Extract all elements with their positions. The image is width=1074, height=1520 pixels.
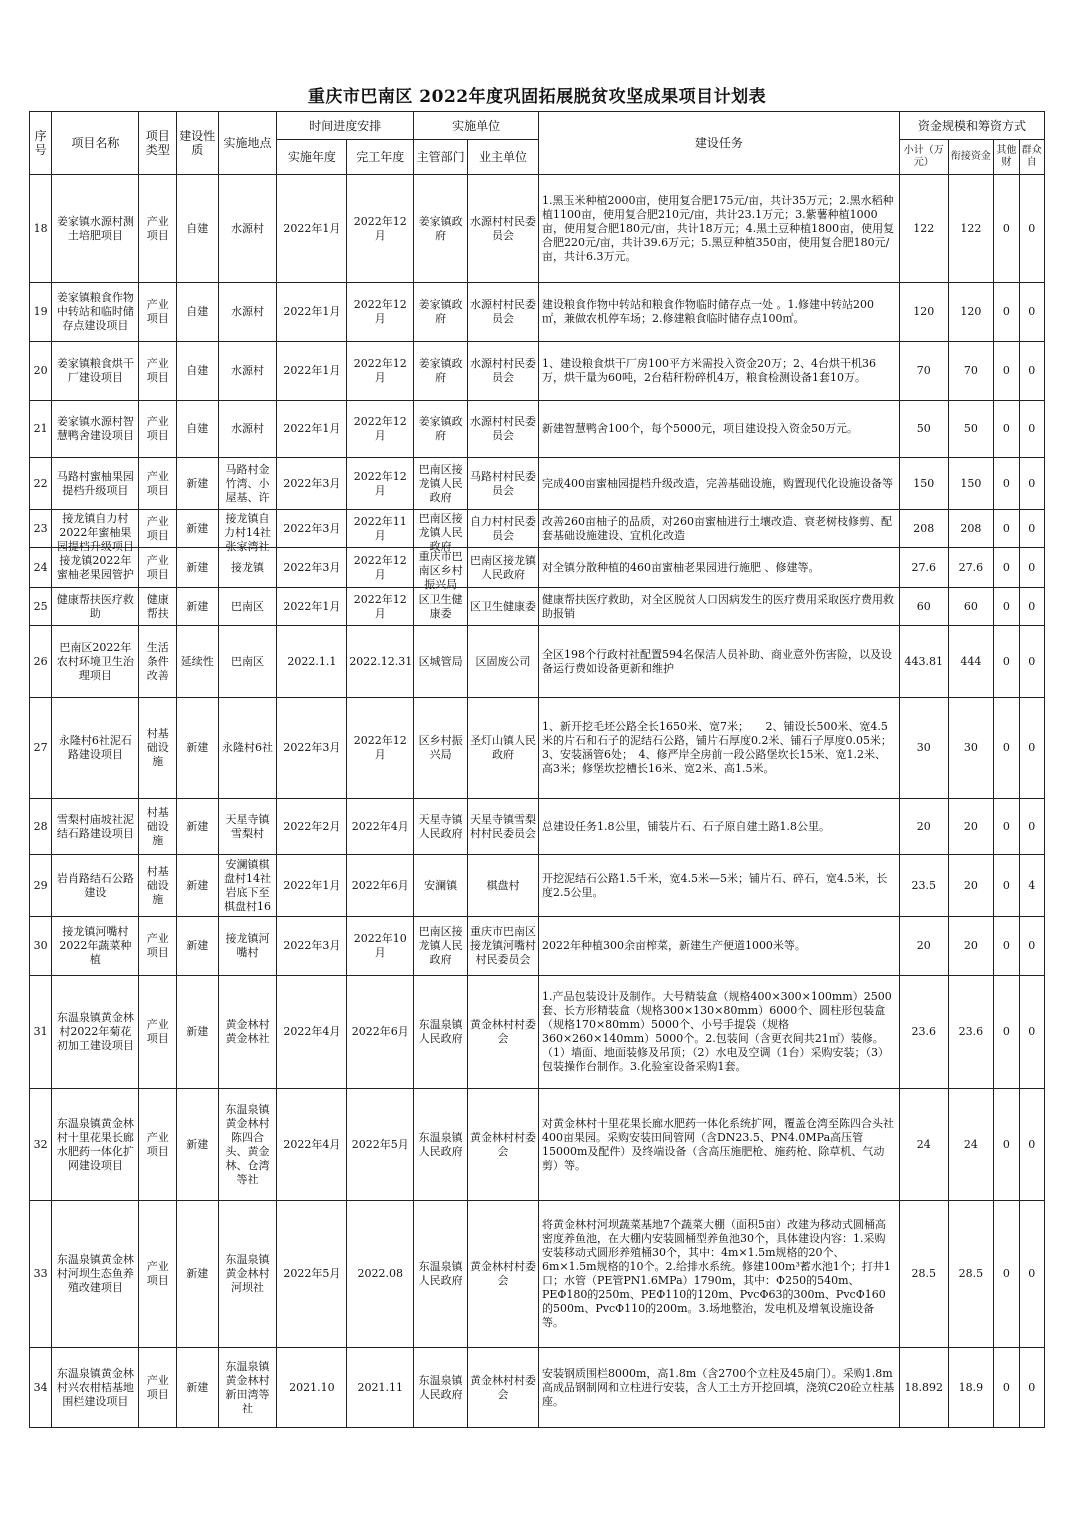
cell-owner: 水源村村民委员会 — [467, 283, 538, 342]
cell-owner: 自力村村民委员会 — [467, 510, 538, 548]
cell-mass: 0 — [1019, 917, 1044, 976]
cell-task: 1.黑玉米种植2000亩，使用复合肥175元/亩，共计35万元；2.黑水稻种植1100亩，使用复合肥210元/亩，共计23.1万元；3.紫薯种植1000亩，使用复合肥180元/亩，共计18万元；4.黑土豆种植1800亩，使用复合肥220元/亩，共计39.6万元；5.黑豆种植350亩，使用复合肥180元/亩，共计6.3万元。 — [538, 175, 899, 283]
cell-other: 0 — [994, 458, 1019, 510]
cell-name: 雪梨村庙坡社泥结石路建设项目 — [52, 799, 139, 855]
cell-mass: 0 — [1019, 626, 1044, 698]
cell-mass: 0 — [1019, 548, 1044, 588]
cell-nature: 新建 — [177, 976, 219, 1089]
cell-link: 120 — [948, 283, 994, 342]
cell-nature: 自建 — [177, 401, 219, 458]
cell-start: 2022年1月 — [277, 283, 347, 342]
cell-owner: 圣灯山镇人民政府 — [467, 698, 538, 799]
cell-dept: 姜家镇政府 — [414, 175, 468, 283]
cell-subtotal: 18.892 — [899, 1348, 948, 1428]
cell-type: 产业项目 — [139, 342, 177, 401]
cell-type: 产业项目 — [139, 1348, 177, 1428]
cell-mass: 0 — [1019, 799, 1044, 855]
cell-seq: 30 — [30, 917, 52, 976]
cell-mass: 0 — [1019, 588, 1044, 626]
cell-task: 1、新开挖毛坯公路全长1650米、宽7米； 2、铺设长500米、宽4.5米的片石和石子的泥结石公路，铺片石厚度0.2米、铺石子厚度0.05米； 3、安装涵管6处； 4、修严岸全房前一段公路堡坎长15米、宽1.2米、高3米；修堡坎挖槽长16米、宽2米、高1.5米。 — [538, 698, 899, 799]
cell-subtotal: 20 — [899, 799, 948, 855]
cell-mass: 0 — [1019, 698, 1044, 799]
header-name: 项目名称 — [52, 112, 139, 175]
cell-start: 2022年1月 — [277, 401, 347, 458]
header-start: 实施年度 — [277, 140, 347, 175]
table-row — [30, 175, 1045, 283]
table-row — [30, 698, 1045, 799]
cell-type: 产业项目 — [139, 1089, 177, 1201]
header-task: 建设任务 — [538, 112, 899, 175]
cell-task: 健康帮扶医疗救助，对全区脱贫人口因病发生的医疗费用采取医疗费用救助报销 — [538, 588, 899, 626]
cell-location: 水源村 — [218, 401, 277, 458]
table-row — [30, 917, 1045, 976]
cell-location: 巴南区 — [218, 588, 277, 626]
cell-task: 建设粮食作物中转站和粮食作物临时储存点一处 。1.修建中转站200㎡，兼做农机停车场；2.修建粮食临时储存点100㎡。 — [538, 283, 899, 342]
cell-subtotal: 122 — [899, 175, 948, 283]
cell-subtotal: 23.6 — [899, 976, 948, 1089]
cell-type: 产业项目 — [139, 917, 177, 976]
cell-name: 姜家镇水源村测土培肥项目 — [52, 175, 139, 283]
cell-link: 150 — [948, 458, 994, 510]
cell-other: 0 — [994, 698, 1019, 799]
cell-location: 水源村 — [218, 283, 277, 342]
cell-location: 水源村 — [218, 175, 277, 283]
cell-seq: 31 — [30, 976, 52, 1089]
cell-start: 2022年4月 — [277, 976, 347, 1089]
cell-start: 2022年5月 — [277, 1201, 347, 1348]
table-row — [30, 1201, 1045, 1348]
cell-task: 1、建设粮食烘干厂房100平方米需投入资金20万；2、4台烘干机36万，烘干量为60吨，2台秸秆粉碎机4万，粮食检测设备1套10万。 — [538, 342, 899, 401]
cell-location: 天星寺镇雪梨村 — [218, 799, 277, 855]
header-schedule: 时间进度安排 — [277, 112, 414, 140]
cell-end: 2022.08 — [347, 1201, 414, 1348]
cell-nature: 新建 — [177, 1348, 219, 1428]
cell-other: 0 — [994, 626, 1019, 698]
cell-nature: 新建 — [177, 510, 219, 548]
cell-owner: 水源村村民委员会 — [467, 401, 538, 458]
cell-owner: 天星寺镇雪梨村村民委员会 — [467, 799, 538, 855]
cell-mass: 0 — [1019, 175, 1044, 283]
cell-name: 东温泉镇黄金林村十里花果长廊水肥药一体化扩网建设项目 — [52, 1089, 139, 1201]
header-funds: 资金规模和筹资方式 — [899, 112, 1044, 140]
cell-task: 安装钢质围栏8000m，高1.8m（含2700个立柱及45扇门）。采购1.8m高成品钢制网和立柱进行安装，含人工土方开挖回填，浇筑C20砼立柱基座。 — [538, 1348, 899, 1428]
cell-dept: 东温泉镇人民政府 — [414, 976, 468, 1089]
cell-owner: 黄金林村村委会 — [467, 1089, 538, 1201]
cell-end: 2022年12月 — [347, 401, 414, 458]
header-mass: 群众自 — [1019, 140, 1044, 175]
cell-mass: 0 — [1019, 342, 1044, 401]
cell-owner: 黄金林村村委会 — [467, 1348, 538, 1428]
cell-type: 产业项目 — [139, 175, 177, 283]
cell-dept: 巴南区接龙镇人民政府 — [414, 458, 468, 510]
cell-dept: 巴南区接龙镇人民政府 — [414, 917, 468, 976]
cell-subtotal: 28.5 — [899, 1201, 948, 1348]
cell-type: 村基础设施 — [139, 698, 177, 799]
cell-location: 东温泉镇黄金林村新田湾等社 — [218, 1348, 277, 1428]
cell-mass: 0 — [1019, 976, 1044, 1089]
table-row — [30, 799, 1045, 855]
table-row — [30, 548, 1045, 588]
cell-dept: 姜家镇政府 — [414, 283, 468, 342]
cell-seq: 19 — [30, 283, 52, 342]
cell-owner: 棋盘村 — [467, 855, 538, 917]
cell-start: 2022年4月 — [277, 1089, 347, 1201]
cell-owner: 区卫生健康委 — [467, 588, 538, 626]
cell-start: 2022年2月 — [277, 799, 347, 855]
cell-end: 2022年4月 — [347, 799, 414, 855]
cell-seq: 26 — [30, 626, 52, 698]
header-owner: 业主单位 — [467, 140, 538, 175]
cell-location: 马路村金竹湾、小屋基、许 — [218, 458, 277, 510]
cell-seq: 18 — [30, 175, 52, 283]
header-subtotal: 小计（万元） — [899, 140, 948, 175]
cell-dept: 重庆市巴南区乡村振兴局 — [414, 548, 468, 588]
cell-name: 接龙镇2022年蜜柚老果园管护 — [52, 548, 139, 588]
cell-task: 对全镇分散种植的460亩蜜柚老果园进行施肥 、修建等。 — [538, 548, 899, 588]
cell-link: 50 — [948, 401, 994, 458]
header-dept: 主管部门 — [414, 140, 468, 175]
cell-nature: 自建 — [177, 342, 219, 401]
cell-start: 2022年3月 — [277, 510, 347, 548]
cell-start: 2022年1月 — [277, 855, 347, 917]
cell-dept: 东温泉镇人民政府 — [414, 1201, 468, 1348]
cell-end: 2022年12月 — [347, 588, 414, 626]
cell-subtotal: 60 — [899, 588, 948, 626]
cell-task: 新建智慧鸭舍100个，每个5000元，项目建设投入资金50万元。 — [538, 401, 899, 458]
cell-name: 东温泉镇黄金林村兴农柑桔基地围栏建设项目 — [52, 1348, 139, 1428]
table-row — [30, 855, 1045, 917]
header-unit: 实施单位 — [414, 112, 539, 140]
cell-end: 2022年12月 — [347, 283, 414, 342]
cell-type: 健康帮扶 — [139, 588, 177, 626]
cell-location: 接龙镇自力村14社张家湾社 — [218, 510, 277, 548]
cell-name: 巴南区2022年农村环境卫生治理项目 — [52, 626, 139, 698]
cell-link: 23.6 — [948, 976, 994, 1089]
cell-location: 东温泉镇黄金林村陈四合头、黄金林、仓湾等社 — [218, 1089, 277, 1201]
cell-link: 122 — [948, 175, 994, 283]
header-location: 实施地点 — [218, 112, 277, 175]
cell-end: 2022年12月 — [347, 548, 414, 588]
header-link: 衔接资金 — [948, 140, 994, 175]
cell-seq: 23 — [30, 510, 52, 548]
cell-owner: 马路村村民委员会 — [467, 458, 538, 510]
cell-subtotal: 23.5 — [899, 855, 948, 917]
project-plan-table — [29, 111, 1045, 1428]
cell-name: 姜家镇粮食作物中转站和临时储存点建设项目 — [52, 283, 139, 342]
header-seq: 序号 — [30, 112, 52, 175]
cell-type: 产业项目 — [139, 548, 177, 588]
cell-seq: 32 — [30, 1089, 52, 1201]
cell-name: 姜家镇水源村智慧鸭舍建设项目 — [52, 401, 139, 458]
cell-task: 改善260亩柚子的品质，对260亩蜜柚进行土壤改造、衰老树枝修剪、配套基础设施建设、宜机化改造 — [538, 510, 899, 548]
cell-name: 接龙镇河嘴村2022年蔬菜种植 — [52, 917, 139, 976]
cell-other: 0 — [994, 588, 1019, 626]
table-row — [30, 401, 1045, 458]
cell-dept: 东温泉镇人民政府 — [414, 1348, 468, 1428]
cell-start: 2022年3月 — [277, 917, 347, 976]
cell-mass: 0 — [1019, 283, 1044, 342]
cell-location: 安澜镇棋盘村14社岩底下至棋盘村16 — [218, 855, 277, 917]
cell-location: 巴南区 — [218, 626, 277, 698]
cell-end: 2022.12.31 — [347, 626, 414, 698]
cell-task: 将黄金林村河坝蔬菜基地7个蔬菜大棚（面积5亩）改建为移动式圆桶高密度养鱼池，在大棚内安装圆桶型养鱼池30个，具体建设内容：1.采购安装移动式圆形养殖桶30个，其中：4m×1.5m规格的20个、6m×1.5m规格的10个。2.给排水系统。修建100m³蓄水池1个；打井1口；水管（PE管PN1.6MPa）1790m，其中：Φ250的540m、PEΦ180的250m、PEΦ110的120m、PvcΦ63的300m、PvcΦ160的500m、PvcΦ110的200m。3.场地整治，发电机及增氧设施设备等。 — [538, 1201, 899, 1348]
cell-location: 接龙镇河嘴村 — [218, 917, 277, 976]
cell-other: 0 — [994, 917, 1019, 976]
cell-type: 产业项目 — [139, 401, 177, 458]
cell-other: 0 — [994, 976, 1019, 1089]
cell-other: 0 — [994, 510, 1019, 548]
cell-end: 2022年12月 — [347, 698, 414, 799]
cell-start: 2022.1.1 — [277, 626, 347, 698]
cell-type: 产业项目 — [139, 976, 177, 1089]
cell-start: 2022年1月 — [277, 588, 347, 626]
header-other: 其他财 — [994, 140, 1019, 175]
cell-dept: 姜家镇政府 — [414, 401, 468, 458]
cell-type: 村基础设施 — [139, 855, 177, 917]
cell-nature: 新建 — [177, 698, 219, 799]
cell-other: 0 — [994, 855, 1019, 917]
cell-seq: 21 — [30, 401, 52, 458]
cell-other: 0 — [994, 1201, 1019, 1348]
cell-name: 健康帮扶医疗救助 — [52, 588, 139, 626]
cell-dept: 区卫生健康委 — [414, 588, 468, 626]
cell-nature: 新建 — [177, 799, 219, 855]
cell-name: 姜家镇粮食烘干厂建设项目 — [52, 342, 139, 401]
cell-nature: 延续性 — [177, 626, 219, 698]
cell-location: 永隆村6社 — [218, 698, 277, 799]
cell-seq: 27 — [30, 698, 52, 799]
table-row — [30, 342, 1045, 401]
header-end: 完工年度 — [347, 140, 414, 175]
cell-type: 村基础设施 — [139, 799, 177, 855]
cell-link: 70 — [948, 342, 994, 401]
cell-owner: 黄金林村村委会 — [467, 1201, 538, 1348]
cell-start: 2021.10 — [277, 1348, 347, 1428]
table-row — [30, 588, 1045, 626]
cell-name: 岩肖路结石公路建设 — [52, 855, 139, 917]
cell-other: 0 — [994, 342, 1019, 401]
cell-type: 产业项目 — [139, 1201, 177, 1348]
table-row — [30, 283, 1045, 342]
cell-mass: 0 — [1019, 1348, 1044, 1428]
cell-subtotal: 30 — [899, 698, 948, 799]
table-row — [30, 458, 1045, 510]
cell-end: 2022年10月 — [347, 917, 414, 976]
cell-type: 产业项目 — [139, 510, 177, 548]
cell-mass: 4 — [1019, 855, 1044, 917]
cell-location: 东温泉镇黄金林村河坝社 — [218, 1201, 277, 1348]
table-row — [30, 510, 1045, 548]
cell-link: 30 — [948, 698, 994, 799]
cell-type: 生活条件改善 — [139, 626, 177, 698]
cell-mass: 0 — [1019, 458, 1044, 510]
cell-other: 0 — [994, 1089, 1019, 1201]
cell-link: 208 — [948, 510, 994, 548]
cell-owner: 水源村村民委员会 — [467, 175, 538, 283]
cell-type: 产业项目 — [139, 283, 177, 342]
cell-end: 2022年12月 — [347, 342, 414, 401]
cell-name: 东温泉镇黄金林村河坝生态鱼养殖改建项目 — [52, 1201, 139, 1348]
cell-link: 20 — [948, 799, 994, 855]
cell-owner: 区固废公司 — [467, 626, 538, 698]
cell-task: 1.产品包装设计及制作。大号精装盒（规格400×300×100mm）2500套、长方形精装盒（规格300×130×80mm）6000个、圆柱形包装盒（规格170×80mm）5000个、小号手提袋（规格360×260×140mm）5000个。2.包装间（含更衣间共21㎡）装修。（1）墙面、地面装修及吊顶；（2）水电及空调（1台）采购安装；（3）包装操作台制作。3.化验室设备采购1套。 — [538, 976, 899, 1089]
cell-dept: 姜家镇政府 — [414, 342, 468, 401]
cell-seq: 28 — [30, 799, 52, 855]
cell-nature: 新建 — [177, 458, 219, 510]
table-row — [30, 1348, 1045, 1428]
cell-subtotal: 27.6 — [899, 548, 948, 588]
cell-dept: 区城管局 — [414, 626, 468, 698]
cell-seq: 20 — [30, 342, 52, 401]
cell-mass: 0 — [1019, 1201, 1044, 1348]
cell-link: 20 — [948, 917, 994, 976]
cell-seq: 33 — [30, 1201, 52, 1348]
cell-link: 444 — [948, 626, 994, 698]
table-row — [30, 976, 1045, 1089]
cell-link: 20 — [948, 855, 994, 917]
cell-mass: 0 — [1019, 1089, 1044, 1201]
header-type: 项目类型 — [139, 112, 177, 175]
cell-task: 完成400亩蜜柚园提档升级改造，完善基础设施，购置现代化设施设备等 — [538, 458, 899, 510]
cell-nature: 新建 — [177, 1089, 219, 1201]
cell-other: 0 — [994, 799, 1019, 855]
cell-subtotal: 208 — [899, 510, 948, 548]
cell-nature: 新建 — [177, 855, 219, 917]
cell-other: 0 — [994, 283, 1019, 342]
cell-dept: 安澜镇 — [414, 855, 468, 917]
cell-link: 27.6 — [948, 548, 994, 588]
cell-other: 0 — [994, 1348, 1019, 1428]
cell-seq: 34 — [30, 1348, 52, 1428]
cell-dept: 巴南区接龙镇人民政府 — [414, 510, 468, 548]
cell-task: 2022年种植300余亩榨菜，新建生产便道1000米等。 — [538, 917, 899, 976]
cell-seq: 24 — [30, 548, 52, 588]
table-row — [30, 1089, 1045, 1201]
cell-subtotal: 24 — [899, 1089, 948, 1201]
cell-nature: 新建 — [177, 588, 219, 626]
cell-name: 接龙镇自力村2022年蜜柚果园提档升级项目 — [52, 510, 139, 548]
cell-link: 28.5 — [948, 1201, 994, 1348]
cell-other: 0 — [994, 548, 1019, 588]
page-title: 重庆市巴南区 2022年度巩固拓展脱贫攻坚成果项目计划表 — [307, 87, 767, 107]
cell-subtotal: 70 — [899, 342, 948, 401]
cell-nature: 自建 — [177, 175, 219, 283]
cell-other: 0 — [994, 175, 1019, 283]
cell-seq: 25 — [30, 588, 52, 626]
cell-dept: 天星寺镇人民政府 — [414, 799, 468, 855]
cell-link: 18.9 — [948, 1348, 994, 1428]
cell-subtotal: 50 — [899, 401, 948, 458]
cell-end: 2021.11 — [347, 1348, 414, 1428]
cell-name: 永隆村6社泥石路建设项目 — [52, 698, 139, 799]
cell-nature: 新建 — [177, 917, 219, 976]
cell-start: 2022年1月 — [277, 342, 347, 401]
cell-seq: 29 — [30, 855, 52, 917]
cell-owner: 重庆市巴南区接龙镇河嘴村村民委员会 — [467, 917, 538, 976]
cell-nature: 自建 — [177, 283, 219, 342]
cell-subtotal: 443.81 — [899, 626, 948, 698]
cell-link: 60 — [948, 588, 994, 626]
cell-name: 东温泉镇黄金林村2022年菊花初加工建设项目 — [52, 976, 139, 1089]
cell-subtotal: 20 — [899, 917, 948, 976]
table-body — [30, 175, 1045, 1428]
cell-type: 产业项目 — [139, 458, 177, 510]
cell-end: 2022年12月 — [347, 175, 414, 283]
cell-end: 2022年5月 — [347, 1089, 414, 1201]
cell-location: 接龙镇 — [218, 548, 277, 588]
cell-owner: 黄金林村村委会 — [467, 976, 538, 1089]
cell-task: 对黄金林村十里花果长廊水肥药一体化系统扩网，覆盖仓湾至陈四合头社400亩果园。采购安装田间管网（含DN23.5、PN4.0MPa高压管15000m及配件）及终端设备（含高压施肥枪、施药枪、除草机、气动剪）等。 — [538, 1089, 899, 1201]
cell-location: 水源村 — [218, 342, 277, 401]
cell-dept: 区乡村振兴局 — [414, 698, 468, 799]
cell-name: 马路村蜜柚果园提档升级项目 — [52, 458, 139, 510]
cell-start: 2022年1月 — [277, 175, 347, 283]
cell-owner: 巴南区接龙镇人民政府 — [467, 548, 538, 588]
cell-end: 2022年12月 — [347, 458, 414, 510]
cell-end: 2022年11月 — [347, 510, 414, 548]
cell-end: 2022年6月 — [347, 855, 414, 917]
cell-seq: 22 — [30, 458, 52, 510]
cell-task: 开挖泥结石公路1.5千米，宽4.5米—5米；铺片石、碎石，宽4.5米，长度2.5公里。 — [538, 855, 899, 917]
cell-mass: 0 — [1019, 401, 1044, 458]
cell-nature: 新建 — [177, 548, 219, 588]
cell-location: 黄金林村黄金林社 — [218, 976, 277, 1089]
cell-task: 全区198个行政村社配置594名保洁人员补助、商业意外伤害险，以及设备运行费如设备更新和维护 — [538, 626, 899, 698]
cell-owner: 水源村村民委员会 — [467, 342, 538, 401]
cell-nature: 新建 — [177, 1201, 219, 1348]
cell-start: 2022年3月 — [277, 458, 347, 510]
cell-start: 2022年3月 — [277, 698, 347, 799]
header-nature: 建设性质 — [177, 112, 219, 175]
table-row — [30, 626, 1045, 698]
cell-mass: 0 — [1019, 510, 1044, 548]
cell-other: 0 — [994, 401, 1019, 458]
cell-task: 总建设任务1.8公里，铺装片石、石子原自建土路1.8公里。 — [538, 799, 899, 855]
cell-link: 24 — [948, 1089, 994, 1201]
cell-end: 2022年6月 — [347, 976, 414, 1089]
cell-start: 2022年3月 — [277, 548, 347, 588]
cell-subtotal: 120 — [899, 283, 948, 342]
cell-dept: 东温泉镇人民政府 — [414, 1089, 468, 1201]
cell-subtotal: 150 — [899, 458, 948, 510]
